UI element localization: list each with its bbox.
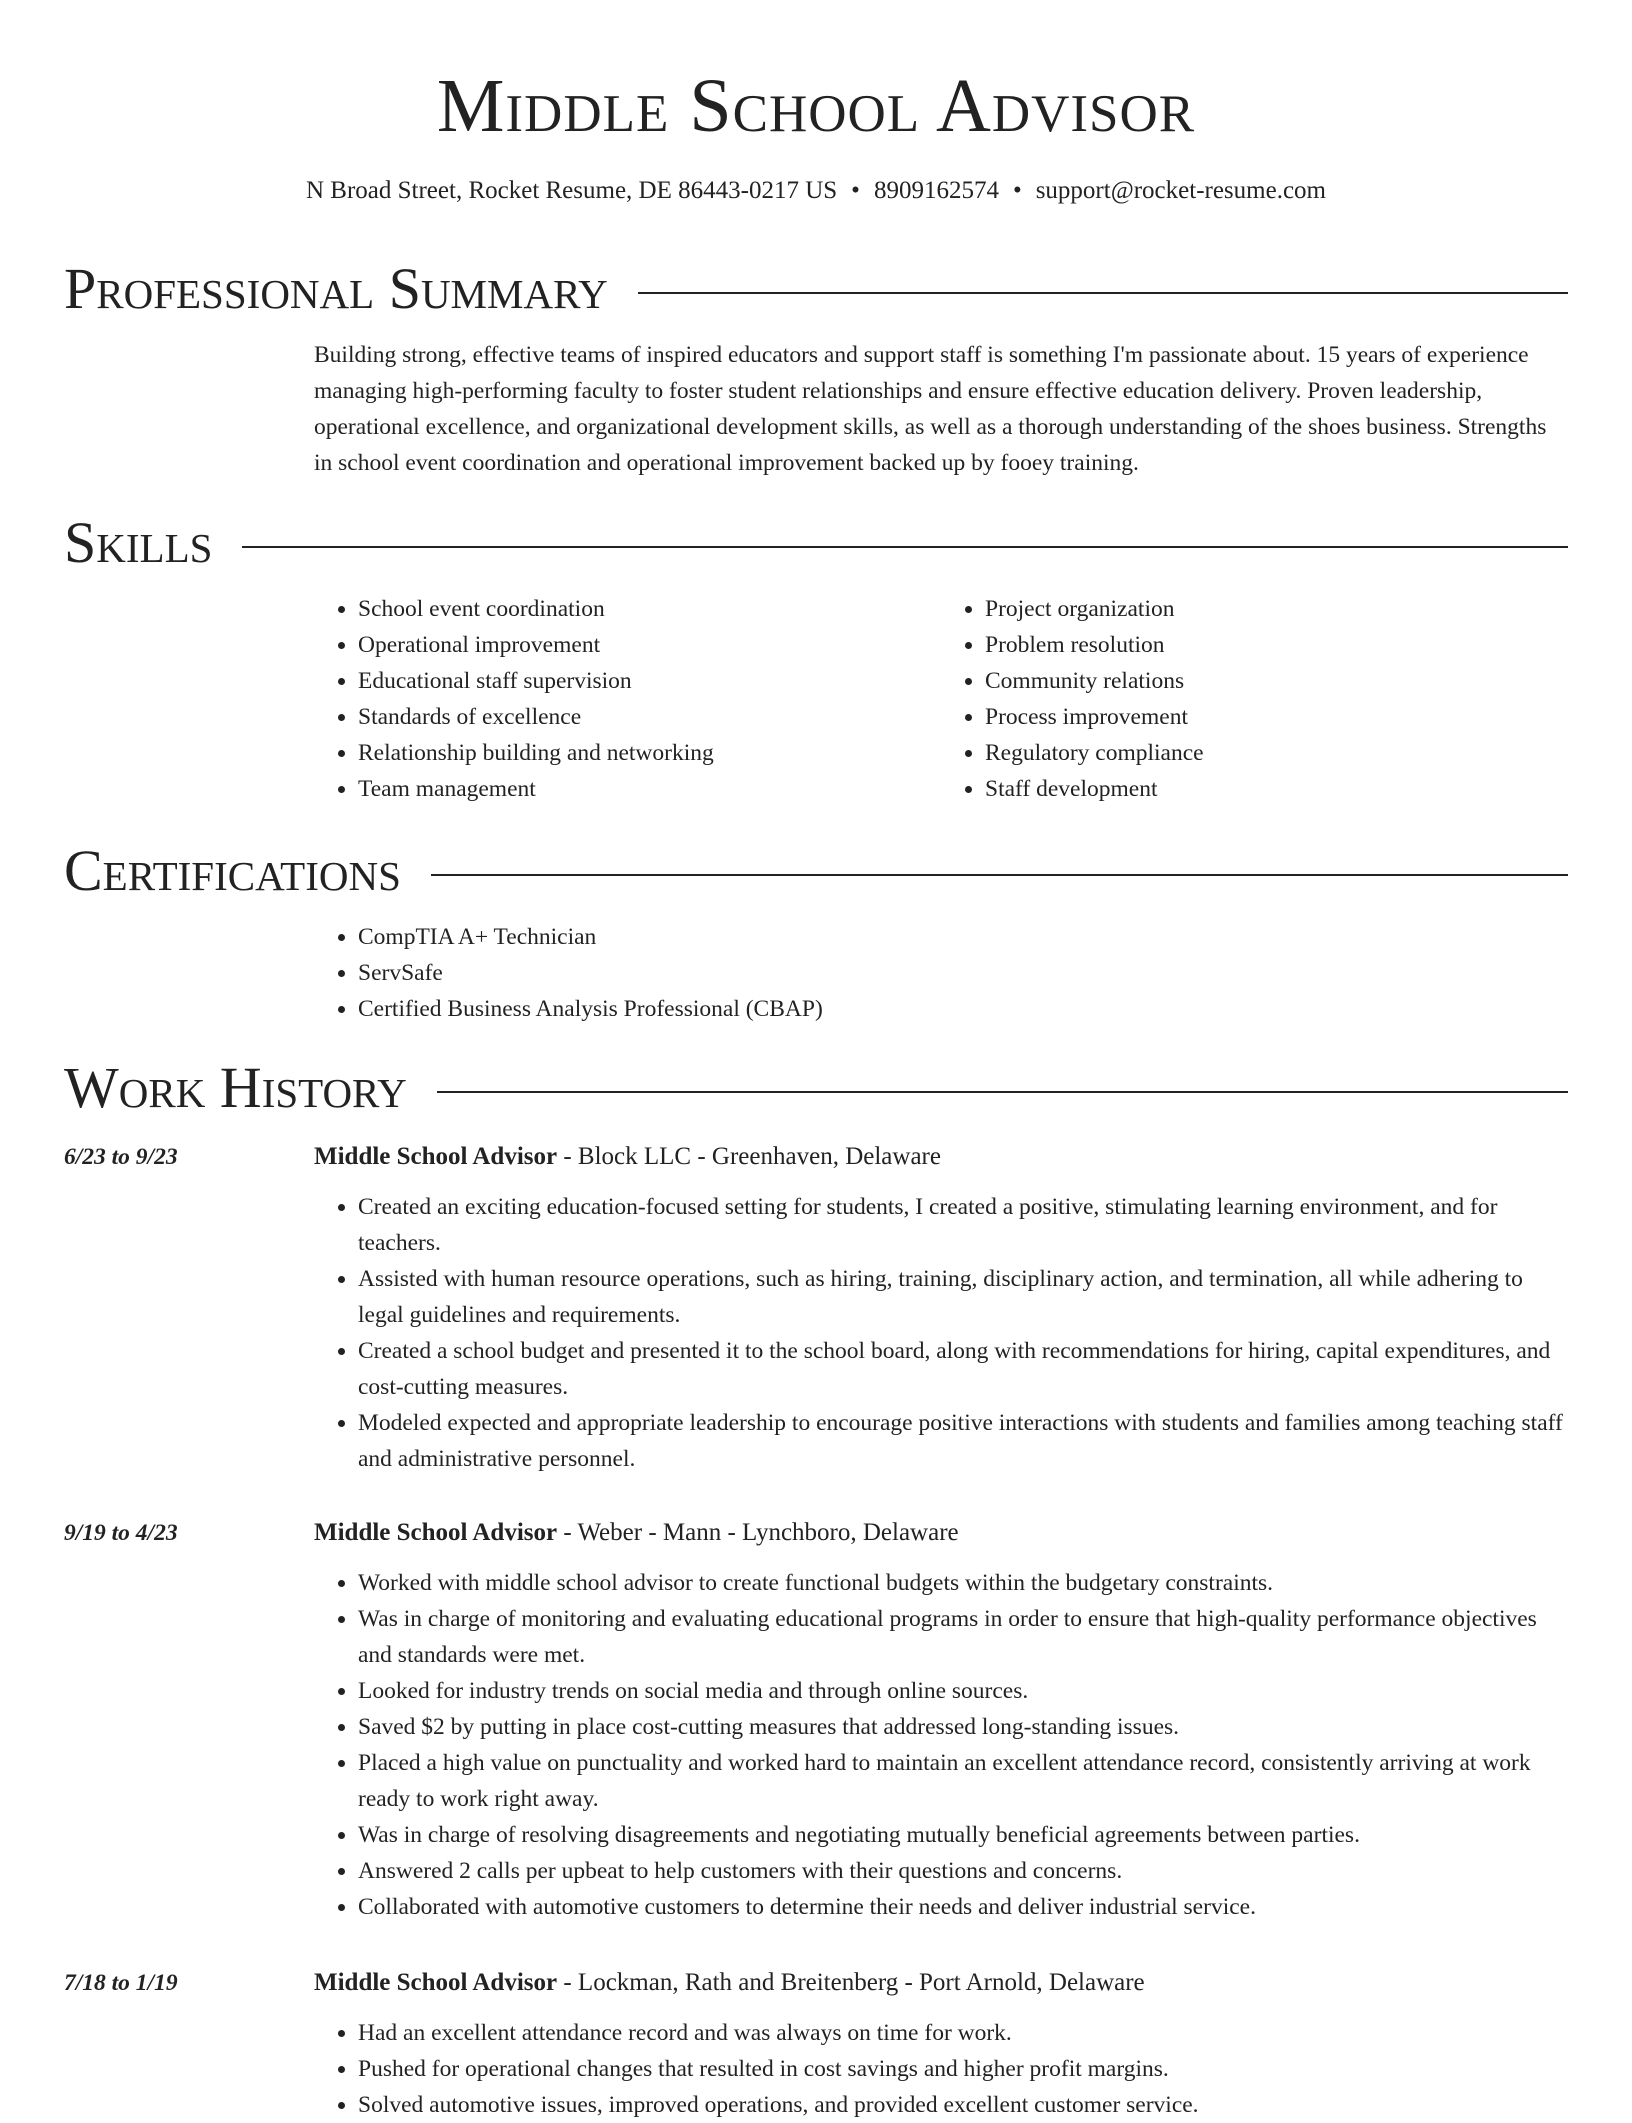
skill-item: • Project organization [985, 591, 1568, 627]
skills-column-right [941, 591, 1568, 807]
section-title-certifications: Certifications [64, 838, 401, 903]
contact-separator: • [1012, 177, 1022, 204]
section-header-certifications [64, 836, 1568, 906]
work-dates: 6/23 to 9/23 [64, 1144, 178, 1170]
skill-item: • Team management [358, 771, 941, 807]
skill-item: • Staff development [985, 771, 1568, 807]
section-header-skills [64, 508, 1568, 578]
skill-item: • School event coordination [358, 591, 941, 627]
skill-item: • Operational improvement [358, 627, 941, 663]
certification-item: • ServSafe [358, 955, 1568, 991]
work-bullet: • Had an excellent attendance record and was always on time for work. [358, 2015, 1568, 2051]
work-bullet: • Was in charge of monitoring and evaluating educational programs in order to ensure that high-quality performance objectives and standards were met. [358, 1601, 1568, 1673]
work-bullet: • Saved $2 by putting in place cost-cutting measures that addressed long-standing issues. [358, 1709, 1568, 1745]
work-heading [314, 1965, 1145, 2001]
section-title-work-history: Work History [64, 1055, 407, 1120]
section-divider [242, 546, 1568, 548]
work-company: - Block LLC - Greenhaven, Delaware [557, 1143, 941, 1170]
work-bullet: • Collaborated with automotive customers to determine their needs and deliver industrial service. [358, 1889, 1568, 1925]
section-divider [431, 874, 1568, 876]
work-bullet: • Created a school budget and presented it to the school board, along with recommendations for hiring, capital expenditures, and cost-cutting measures. [358, 1333, 1568, 1405]
resume-name-heading: Middle School Advisor [436, 64, 1196, 148]
certifications-list [314, 919, 1568, 1027]
skill-item: • Regulatory compliance [985, 735, 1568, 771]
work-heading [314, 1515, 959, 1551]
work-role: Middle School Advisor [314, 1519, 558, 1546]
contact-email: support@rocket-resume.com [1035, 177, 1326, 204]
skill-item: • Community relations [985, 663, 1568, 699]
section-title-summary: Professional Summary [64, 256, 608, 321]
skills-column-left [314, 591, 941, 807]
section-header-summary [64, 254, 1568, 324]
contact-separator: • [851, 177, 860, 204]
summary-text: Building strong, effective teams of inspired educators and support staff is something I'm passionate about. 15 years of experience managing high-performing faculty to foster student relationships and ensure effective education delivery. Proven leadership, operational excellence, and organizational development skills, as well as a thorough understanding of the shoes business. Strengths in school event coordination and operational improvement backed up by fooey training. [314, 342, 1547, 476]
work-dates: 7/18 to 1/19 [64, 1970, 178, 1996]
work-bullet: • Worked with middle school advisor to create functional budgets within the budgetary constraints. [358, 1565, 1568, 1601]
skill-item: • Problem resolution [985, 627, 1568, 663]
certification-item: • CompTIA A+ Technician [358, 919, 1568, 955]
section-title-skills: Skills [64, 510, 213, 575]
work-bullet: • Answered 2 calls per upbeat to help customers with their questions and concerns. [358, 1853, 1568, 1889]
work-bullet: • Looked for industry trends on social media and through online sources. [358, 1673, 1568, 1709]
work-role: Middle School Advisor [314, 1969, 558, 1996]
section-header-work-history [64, 1053, 1568, 1123]
work-bullet: • Solved automotive issues, improved operations, and provided excellent customer service. [358, 2087, 1568, 2123]
work-bullets [314, 2015, 1568, 2123]
work-bullet: • Pushed for operational changes that resulted in cost savings and higher profit margins. [358, 2051, 1568, 2087]
contact-address: N Broad Street, Rocket Resume, DE 86443-0217 US [305, 177, 838, 204]
work-role: Middle School Advisor [314, 1143, 558, 1170]
work-bullet: • Created an exciting education-focused setting for students, I created a positive, stimulating learning environment, and for teachers. [358, 1189, 1568, 1261]
skills-list [314, 591, 1568, 807]
work-bullet: • Assisted with human resource operations, such as hiring, training, disciplinary action, and termination, all while adhering to legal guidelines and requirements. [358, 1261, 1568, 1333]
certification-item: • Certified Business Analysis Professional (CBAP) [358, 991, 1568, 1027]
work-bullets [314, 1565, 1568, 1925]
section-divider [437, 1091, 1568, 1093]
contact-phone: 8909162574 [873, 177, 999, 204]
work-bullets [314, 1189, 1568, 1477]
work-bullet: • Modeled expected and appropriate leadership to encourage positive interactions with students and families among teaching staff and administrative personnel. [358, 1405, 1568, 1477]
work-company: - Weber - Mann - Lynchboro, Delaware [557, 1519, 959, 1546]
skill-item: • Standards of excellence [358, 699, 941, 735]
skill-item: • Relationship building and networking [358, 735, 941, 771]
skill-item: • Process improvement [985, 699, 1568, 735]
work-dates: 9/19 to 4/23 [64, 1520, 178, 1546]
work-bullet: • Was in charge of resolving disagreements and negotiating mutually beneficial agreements between parties. [358, 1817, 1568, 1853]
work-heading [314, 1139, 941, 1175]
work-bullet: • Placed a high value on punctuality and worked hard to maintain an excellent attendance record, consistently arriving at work ready to work right away. [358, 1745, 1568, 1817]
skill-item: • Educational staff supervision [358, 663, 941, 699]
contact-line [0, 174, 1632, 208]
work-company: - Lockman, Rath and Breitenberg - Port Arnold, Delaware [557, 1969, 1145, 1996]
section-divider [638, 292, 1568, 294]
